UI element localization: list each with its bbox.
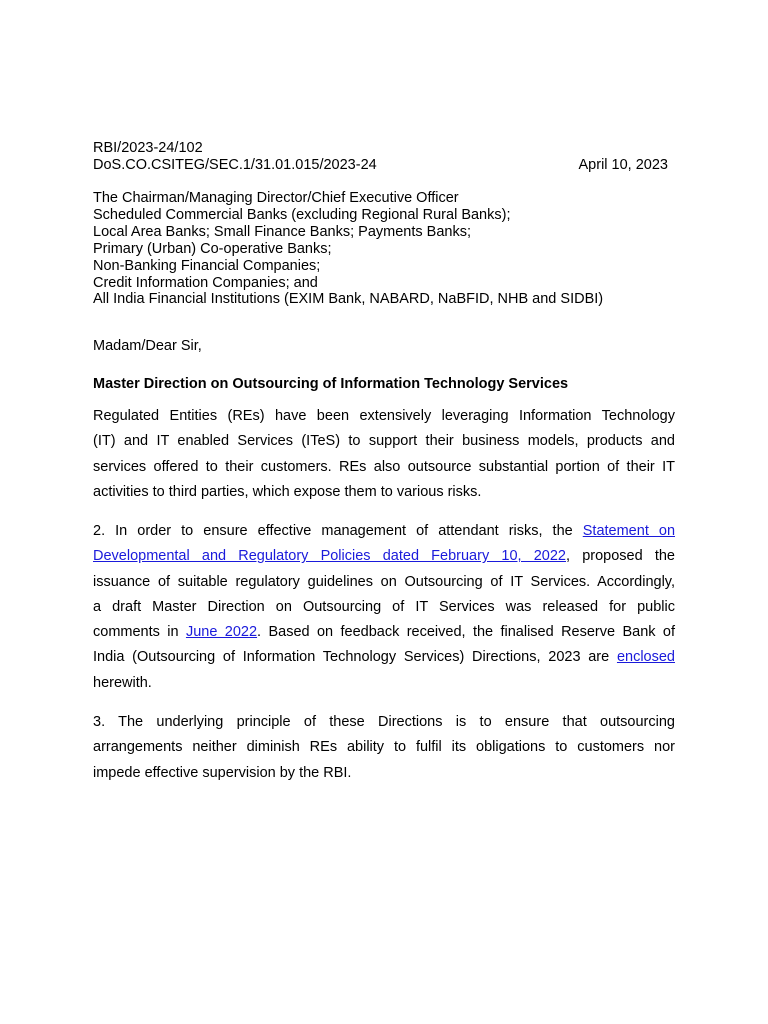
paragraph-line: issuance of suitable regulatory guidelines on Outsourcing of IT Services. Accordingly, bbox=[93, 573, 675, 590]
paragraph-2 bbox=[93, 519, 675, 696]
june-2022-link[interactable]: June 2022 bbox=[185, 624, 258, 641]
paragraph-1 bbox=[93, 404, 675, 505]
addressee-line: All India Financial Institutions (EXIM Bank, NABARD, NaBFID, NHB and SIDBI) bbox=[93, 291, 604, 308]
addressee-line: Non-Banking Financial Companies; bbox=[93, 257, 321, 274]
statement-link-part1[interactable]: Statement on bbox=[582, 523, 676, 539]
paragraph-line: 2. In order to ensure effective management of attendant risks, the Statement on bbox=[93, 523, 676, 539]
addressee-line: Local Area Banks; Small Finance Banks; Payments Banks; bbox=[93, 223, 471, 240]
paragraph-line: services offered to their customers. REs also outsource substantial portion of their IT bbox=[93, 458, 675, 475]
addressee-line: Credit Information Companies; and bbox=[93, 274, 318, 291]
paragraph-line: 3. The underlying principle of these Directions is to ensure that outsourcing bbox=[93, 714, 675, 730]
paragraph-line: a draft Master Direction on Outsourcing of IT Services was released for public bbox=[93, 598, 675, 615]
addressee-block bbox=[93, 190, 603, 308]
paragraph-line: (IT) and IT enabled Services (ITeS) to support their business models, products and bbox=[93, 433, 675, 450]
reference-number: DoS.CO.CSITEG/SEC.1/31.01.015/2023-24 bbox=[93, 157, 377, 173]
paragraph-line: herewith. bbox=[93, 674, 152, 691]
paragraph-line: Regulated Entities (REs) have been extensively leveraging Information Technology bbox=[93, 408, 675, 424]
enclosed-link[interactable]: enclosed bbox=[616, 649, 675, 666]
paragraph-line: activities to third parties, which expose them to various risks. bbox=[93, 483, 482, 500]
paragraph-line: comments in June 2022. Based on feedback received, the finalised Reserve Bank of bbox=[93, 624, 675, 641]
letter-date: April 10, 2023 bbox=[578, 157, 668, 173]
paragraph-line: India (Outsourcing of Information Technology Services) Directions, 2023 are enclosed bbox=[93, 649, 675, 666]
subject-heading: Master Direction on Outsourcing of Information Technology Services bbox=[93, 376, 569, 392]
salutation: Madam/Dear Sir, bbox=[93, 338, 202, 354]
statement-link-part2[interactable]: Developmental and Regulatory Policies dated February 10, 2022 bbox=[93, 548, 566, 565]
addressee-line: The Chairman/Managing Director/Chief Executive Officer bbox=[93, 190, 459, 206]
addressee-line: Primary (Urban) Co-operative Banks; bbox=[93, 240, 332, 257]
circular-number: RBI/2023-24/102 bbox=[93, 140, 203, 156]
paragraph-line: Developmental and Regulatory Policies dated February 10, 2022, proposed the bbox=[93, 548, 675, 565]
paragraph-3 bbox=[93, 710, 675, 786]
paragraph-line: arrangements neither diminish REs ability to fulfil its obligations to customers nor bbox=[93, 739, 675, 756]
addressee-line: Scheduled Commercial Banks (excluding Regional Rural Banks); bbox=[93, 206, 511, 223]
paragraph-line: impede effective supervision by the RBI. bbox=[93, 764, 352, 781]
